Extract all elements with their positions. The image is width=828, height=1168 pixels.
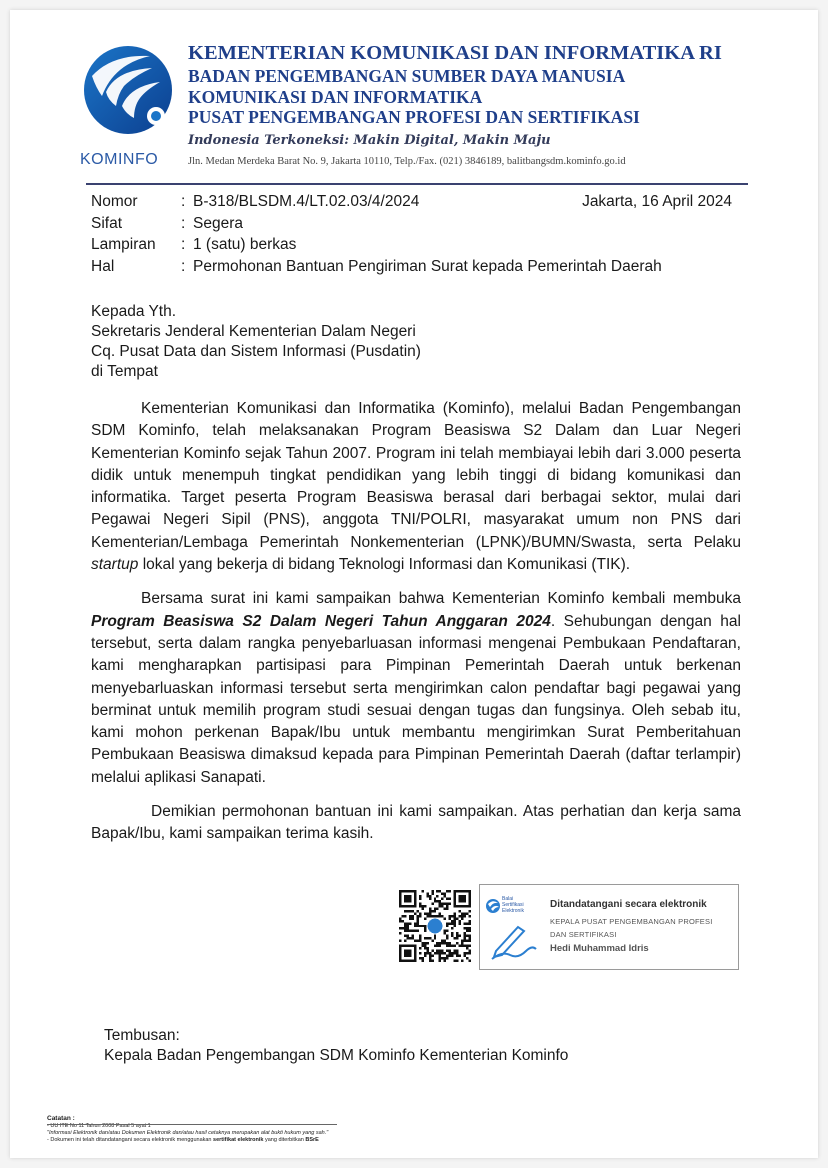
- letter-body: [91, 398, 741, 846]
- bsre-wordmark: Balai Sertifikasi Elektronik: [502, 896, 524, 914]
- qr-code-icon: [399, 890, 471, 962]
- header-divider: [86, 183, 748, 185]
- meta-hal: Hal : Permohonan Bantuan Pengiriman Surat kepada Pemerintah Daerah: [91, 256, 745, 278]
- footnote-divider: [47, 1124, 337, 1125]
- paragraph-3: Demikian permohonan bantuan ini kami sampaikan. Atas perhatian dan kerja sama Bapak/Ibu, kami sampaikan terima kasih.: [91, 803, 741, 843]
- meta-lampiran: Lampiran : 1 (satu) berkas: [91, 236, 297, 253]
- cc-item: Kepala Badan Pengembangan SDM Kominfo Kementerian Kominfo: [104, 1047, 569, 1064]
- pen-signature-icon: [488, 921, 540, 961]
- footnote: Catatan : - UU ITE No 11 Tahun 2008 Pasal 5 ayat 1 "Informasi Elektronik dan/atau Dokumen Elektronik dan/atau hasil cetaknya merupakan alat bukti hukum yang sah." - Dokumen ini telah ditandatangani secara elektronik menggunakan sertifikat elektronik yang diterbitkan BSrE: [47, 1115, 328, 1144]
- agency-name-1: BADAN PENGEMBANGAN SUMBER DAYA MANUSIA: [188, 66, 626, 86]
- e-signature-box: [479, 884, 739, 970]
- agency-name-2: KOMUNIKASI DAN INFORMATIKA: [188, 86, 483, 107]
- signer-name: Hedi Muhammad Idris: [550, 943, 649, 954]
- letter-date: Jakarta, 16 April 2024: [582, 193, 732, 210]
- paragraph-2: Bersama surat ini kami sampaikan bahwa Kementerian Kominfo kembali membuka Program Beasiswa S2 Dalam Negeri Tahun Anggaran 2024. Sehubungan dengan hal tersebut, serta dalam rangka penyebarluasan informasi mengenai Pembukaan Pendaftaran, kami mengharapkan partisipasi para Pimpinan Pemerintah Daerah untuk berkenan menyebarluaskan informasi tersebut serta mengirimkan calon pendaftar bagi pegawai yang berminat untuk memilih program studi sesuai dengan tugas dan fungsinya. Oleh sebab itu, kami mohon perkenan Bapak/Ibu untuk membantu mengirimkan Surat Pemberitahuan Pembukaan Beasiswa dimaksud kepada para Pimpinan Pemerintah Daerah (daftar terlampir) melalui aplikasi Sanapati.: [91, 590, 741, 786]
- cc-block: [104, 1026, 568, 1066]
- letter-number: B-318/BLSDM.4/LT.02.03/4/2024: [193, 193, 420, 210]
- office-address: Jln. Medan Merdeka Barat No. 9, Jakarta 10110, Telp./Fax. (021) 3846189, balitbangsdm.kominfo.go.id: [188, 155, 626, 167]
- tagline: Indonesia Terkoneksi: Makin Digital, Makin Maju: [188, 132, 551, 148]
- letter-subject: Permohonan Bantuan Pengiriman Surat kepada Pemerintah Daerah: [193, 257, 662, 275]
- paragraph-1: Kementerian Komunikasi dan Informatika (Kominfo), melalui Badan Pengembangan SDM Kominfo, telah melaksanakan Program Beasiswa S2 Dalam dan Luar Negeri Kementerian Kominfo sejak Tahun 2007. Program ini telah membiayai lebih dari 3.000 peserta didik untuk menempuh tingkat pendidikan yang lebih tinggi di bidang komunikasi dan informatika. Target peserta Program Beasiswa berasal dari berbagai sektor, mulai dari Pegawai Negeri Sipil (PNS), anggota TNI/POLRI, masyarakat umum non PNS dari Kementerian/Lembaga Pemerintah Nonkementerian (LPNK)/BUMN/Swasta, serta Pelaku startup lokal yang bekerja di bidang Teknologi Informasi dan Komunikasi (TIK).: [91, 400, 741, 574]
- meta-nomor: Nomor : B-318/BLSDM.4/LT.02.03/4/2024: [91, 191, 745, 213]
- cc-label: Tembusan:: [104, 1027, 180, 1044]
- logo-wordmark: KOMINFO: [80, 151, 159, 168]
- meta-sifat: Sifat : Segera: [91, 214, 243, 232]
- signature-title: Ditandatangani secara elektronik: [550, 899, 707, 910]
- signer-role: KEPALA PUSAT PENGEMBANGAN PROFESI DAN SERTIFIKASI: [550, 917, 713, 939]
- footnote-label: Catatan :: [47, 1115, 75, 1122]
- addressee-block: Kepada Yth. Sekretaris Jenderal Kementerian Dalam Negeri Cq. Pusat Data dan Sistem Informasi (Pusdatin) di Tempat: [91, 303, 421, 380]
- ministry-name: KEMENTERIAN KOMUNIKASI DAN INFORMATIKA RI: [188, 42, 722, 64]
- letterhead: [188, 40, 748, 171]
- center-name: PUSAT PENGEMBANGAN PROFESI DAN SERTIFIKASI: [188, 107, 640, 127]
- letter-meta: [91, 191, 745, 277]
